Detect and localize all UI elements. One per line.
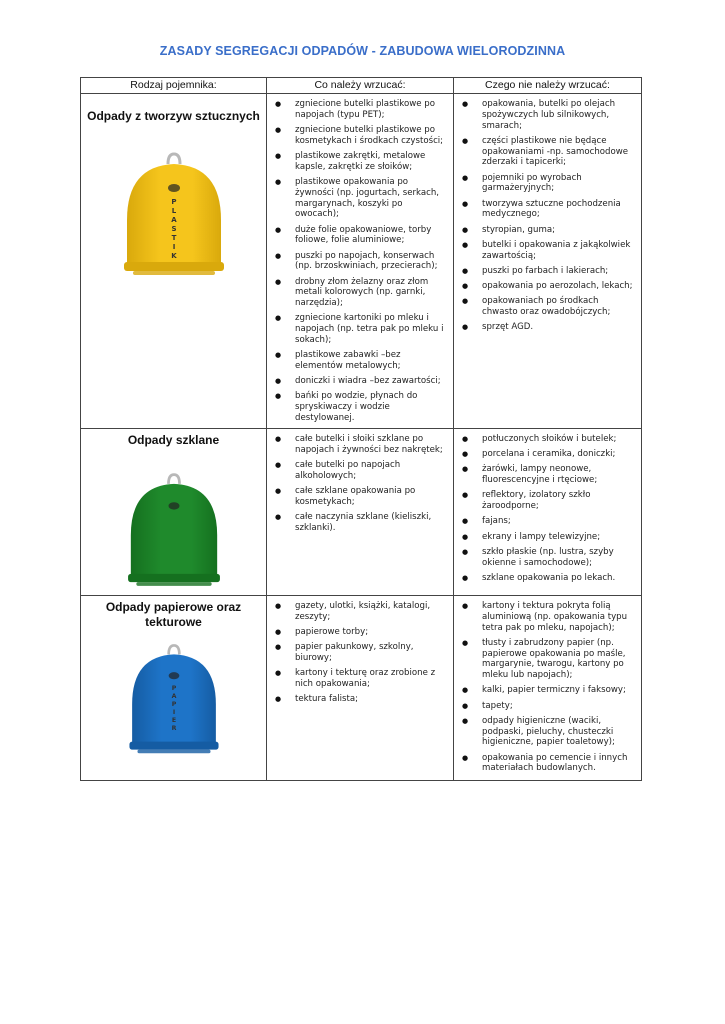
list-item: ● puszki po farbach i lakierach; — [462, 266, 635, 277]
page-title: ZASADY SEGREGACJI ODPADÓW - ZABUDOWA WIELORODZINNA — [159, 44, 566, 58]
list-item: ● plastikowe zabawki –bez elementów metalowych; — [275, 350, 447, 372]
svg-text:R: R — [171, 725, 176, 733]
list-item: ● opakowania po aerozolach, lekach; — [462, 281, 635, 292]
list-item: ● zgniecione butelki plastikowe po napojach (typu PET); — [275, 99, 447, 121]
bin-cell — [81, 596, 267, 781]
list-item: ● tworzywa sztuczne pochodzenia medycznego; — [462, 199, 635, 221]
svg-text:L: L — [171, 207, 176, 215]
list-item: ● pojemniki po wyrobach garmażeryjnych; — [462, 173, 635, 195]
list-item: ● potłuczonych słoików i butelek; — [462, 434, 635, 445]
allowed-cell — [267, 94, 454, 429]
list-item: ● całe butelki i słoiki szklane po napojach i żywności bez nakrętek; — [275, 434, 447, 456]
list-item: ● plastikowe zakrętki, metalowe kapsle, zakrętki ze słoików; — [275, 151, 447, 173]
category-title: Odpady z tworzyw sztucznych — [87, 109, 260, 123]
list-item: ● tłusty i zabrudzony papier (np. papierowe opakowania po maśle, margarynie, twarogu, kartony po mleku lub napojach); — [462, 638, 635, 681]
forbidden-list — [454, 434, 641, 584]
svg-text:P: P — [171, 684, 176, 692]
list-item: ● kartony i tekturę oraz zrobione z nich opakowania; — [275, 668, 447, 690]
allowed-list — [267, 434, 453, 534]
allowed-list — [267, 601, 453, 705]
list-item: ● reflektory, izolatory szkło żaroodporne; — [462, 490, 635, 512]
list-item: ● ekrany i lampy telewizyjne; — [462, 532, 635, 543]
list-item: ● zgniecione butelki plastikowe po kosmetykach i środkach czystości; — [275, 125, 447, 147]
bin-cell — [81, 94, 267, 429]
svg-text:I: I — [172, 243, 175, 251]
list-item: ● zgniecione kartoniki po mleku i napojach (np. tetra pak po mleku i sokach); — [275, 313, 447, 345]
list-item: ● tektura falista; — [275, 694, 447, 705]
header-bin-type: Rodzaj pojemnika: — [81, 78, 267, 94]
list-item: ● puszki po napojach, konserwach (np. brzoskwiniach, przecierach); — [275, 251, 447, 273]
list-item: ● drobny złom żelazny oraz złom metali kolorowych (np. garnki, narzędzia); — [275, 277, 447, 309]
table-row-plastic — [81, 94, 642, 429]
table-row-paper — [81, 596, 642, 781]
list-item: ● sprzęt AGD. — [462, 322, 635, 333]
list-item: ● części plastikowe nie będące opakowaniami -np. samochodowe zderzaki i tapicerki; — [462, 136, 635, 168]
green-glass-bin-icon — [81, 471, 266, 595]
svg-text:I: I — [172, 709, 175, 717]
list-item: ● gazety, ulotki, książki, katalogi, zeszyty; — [275, 601, 447, 623]
list-item: ● porcelana i ceramika, doniczki; — [462, 449, 635, 460]
svg-text:A: A — [171, 693, 176, 701]
segregation-table — [80, 77, 642, 781]
list-item: ● doniczki i wiadra –bez zawartości; — [275, 376, 447, 387]
forbidden-cell — [454, 94, 642, 429]
list-item: ● szkło płaskie (np. lustra, szyby okienne i samochodowe); — [462, 547, 635, 569]
svg-text:K: K — [170, 252, 177, 260]
list-item: ● tapety; — [462, 701, 635, 712]
forbidden-list — [454, 99, 641, 333]
list-item: ● opakowania, butelki po olejach spożywczych lub silnikowych, smarach; — [462, 99, 635, 131]
svg-text:P: P — [171, 701, 176, 709]
header-allowed: Co należy wrzucać: — [267, 78, 454, 94]
blue-paper-bin-icon — [81, 638, 266, 766]
allowed-list — [267, 99, 453, 424]
list-item: ● fajans; — [462, 516, 635, 527]
svg-text:A: A — [170, 216, 177, 224]
list-item: ● odpady higieniczne (waciki, podpaski, pieluchy, chusteczki higieniczne, papier toaletowy); — [462, 716, 635, 748]
bin-cell — [81, 429, 267, 596]
allowed-cell — [267, 596, 454, 781]
category-title: Odpady papierowe oraz tekturowe — [105, 600, 242, 630]
svg-text:E: E — [171, 717, 176, 725]
category-title: Odpady szklane — [127, 433, 220, 448]
list-item: ● całe naczynia szklane (kieliszki, szklanki). — [275, 512, 447, 534]
svg-text:S: S — [170, 225, 177, 233]
list-item: ● plastikowe opakowania po żywności (np. jogurtach, serkach, margarynach, koszyki po owocach); — [275, 177, 447, 220]
yellow-plastic-bin-icon — [81, 150, 266, 285]
list-item: ● opakowania po cemencie i innych materiałach budowlanych. — [462, 753, 635, 775]
allowed-cell — [267, 429, 454, 596]
list-item: ● kartony i tektura pokryta folią aluminiową (np. opakowania typu tetra pak po mleku, napojach); — [462, 601, 635, 633]
list-item: ● papier pakunkowy, szkolny, biurowy; — [275, 642, 447, 664]
table-row-glass — [81, 429, 642, 596]
list-item: ● styropian, guma; — [462, 225, 635, 236]
list-item: ● duże folie opakowaniowe, torby foliowe, folie aluminiowe; — [275, 225, 447, 247]
list-item: ● szklane opakowania po lekach. — [462, 573, 635, 584]
list-item: ● żarówki, lampy neonowe, fluorescencyjne i rtęciowe; — [462, 464, 635, 486]
list-item: ● całe butelki po napojach alkoholowych; — [275, 460, 447, 482]
list-item: ● całe szklane opakowania po kosmetykach; — [275, 486, 447, 508]
forbidden-list — [454, 601, 641, 774]
svg-text:P: P — [170, 198, 177, 206]
list-item: ● kalki, papier termiczny i faksowy; — [462, 685, 635, 696]
svg-text:T: T — [171, 234, 176, 242]
list-item: ● butelki i opakowania z jakąkolwiek zawartością; — [462, 240, 635, 262]
header-forbidden: Czego nie należy wrzucać: — [454, 78, 642, 94]
list-item: ● papierowe torby; — [275, 627, 447, 638]
list-item: ● bańki po wodzie, płynach do spryskiwaczy i wodzie destylowanej. — [275, 391, 447, 423]
forbidden-cell — [454, 429, 642, 596]
list-item: ● opakowaniach po środkach chwasto oraz owadobójczych; — [462, 296, 635, 318]
forbidden-cell — [454, 596, 642, 781]
